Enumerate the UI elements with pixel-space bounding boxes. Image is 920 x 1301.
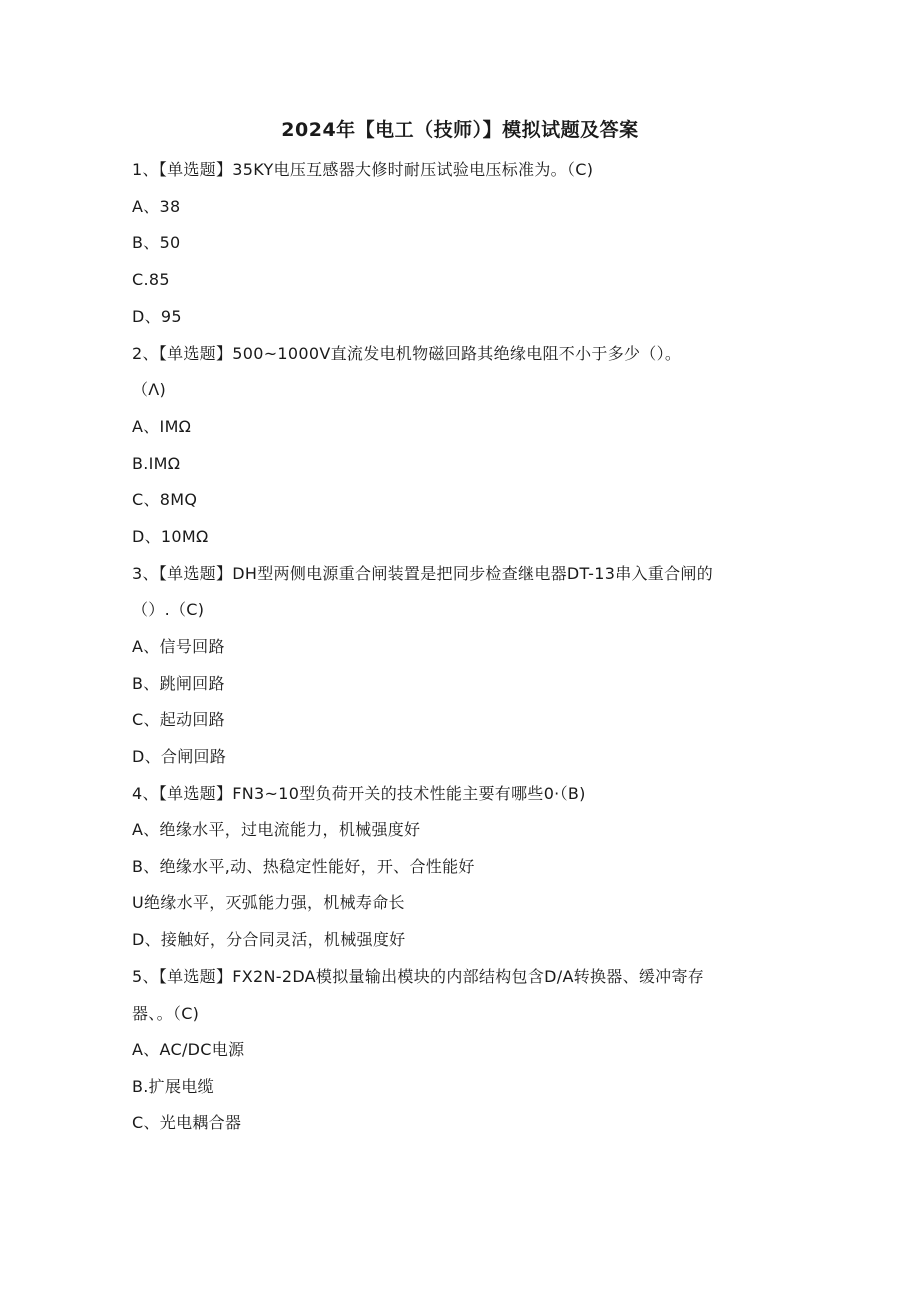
question-4-text: 4、【单选题】FN3~10型负荷开关的技术性能主要有哪些0·（B) <box>132 784 586 803</box>
question-4-option-c: U绝缘水平，灭弧能力强，机械寿命长 <box>132 893 405 912</box>
question-2-answer: （Λ) <box>132 380 167 399</box>
question-2-text: 2、【单选题】500~1000V直流发电机物磁回路其绝缘电阻不小于多少（）。 <box>132 344 682 363</box>
question-4-option-b: B、绝缘水平,动、热稳定性能好，开、合性能好 <box>132 857 475 876</box>
question-4-option-a: A、绝缘水平，过电流能力，机械强度好 <box>132 820 421 839</box>
question-5-option-b: B.扩展电缆 <box>132 1077 214 1096</box>
question-2-option-d: D、10MΩ <box>132 527 209 546</box>
question-1-option-d: D、95 <box>132 307 182 326</box>
question-4-option-d: D、接触好，分合同灵活，机械强度好 <box>132 930 406 949</box>
question-1-text: 1、【单选题】35KY电压互感器大修时耐压试验电压标准为。（C) <box>132 160 594 179</box>
question-3-option-b: B、跳闸回路 <box>132 674 225 693</box>
question-2-option-c: C、8MQ <box>132 490 198 509</box>
question-1-option-c: C.85 <box>132 270 170 289</box>
question-3-option-d: D、合闸回路 <box>132 747 227 766</box>
question-1-option-a: A、38 <box>132 197 181 216</box>
question-3-answer: （）.（C) <box>132 600 205 619</box>
question-5-text: 5、【单选题】FX2N-2DA模拟量输出模块的内部结构包含D/A转换器、缓冲寄存 <box>132 967 705 986</box>
question-3-text: 3、【单选题】DH型两侧电源重合闸装置是把同步检查继电器DT-13串入重合闸的 <box>132 564 713 583</box>
question-5-option-a: A、AC/DC电源 <box>132 1040 245 1059</box>
question-3-option-a: A、信号回路 <box>132 637 225 656</box>
question-5-option-c: C、光电耦合器 <box>132 1113 242 1132</box>
question-2-option-a: A、IMΩ <box>132 417 192 436</box>
question-1-option-b: B、50 <box>132 233 181 252</box>
question-5-answer: 器、。（C) <box>132 1004 200 1023</box>
question-2-option-b: B.IMΩ <box>132 454 181 473</box>
question-3-option-c: C、起动回路 <box>132 710 225 729</box>
page-title: 2024年【电工（技师）】模拟试题及答案 <box>281 119 639 141</box>
